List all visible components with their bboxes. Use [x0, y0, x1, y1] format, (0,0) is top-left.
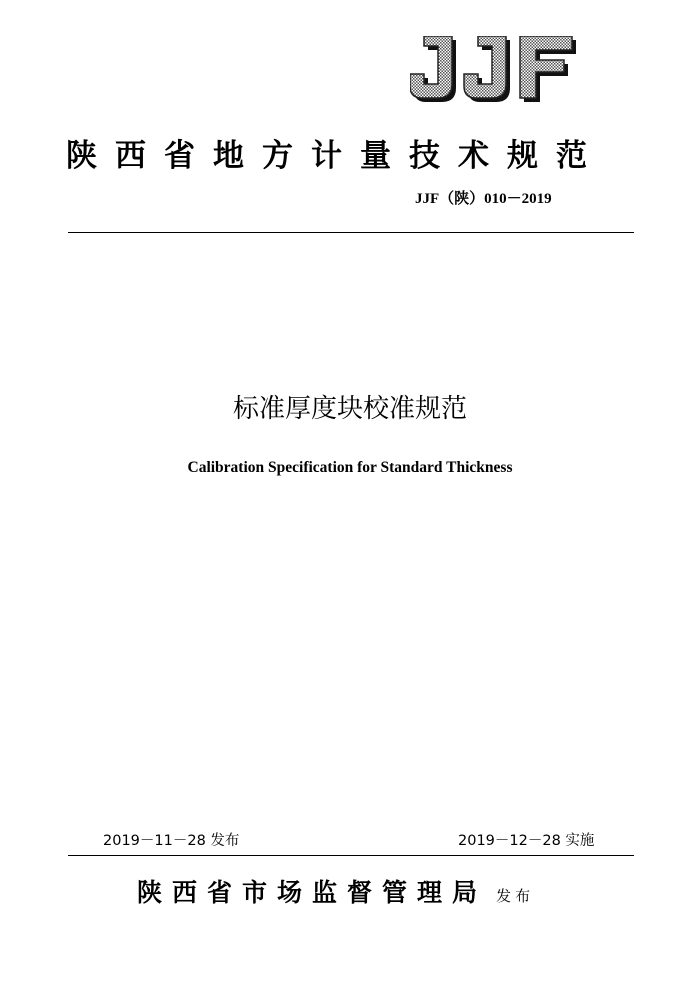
issuer-line [137, 873, 534, 909]
issuer-name: 陕西省市场监督管理局 [137, 878, 488, 907]
jjf-logo [410, 36, 582, 106]
document-title-english: Calibration Specification for Standard Thickness [187, 459, 513, 476]
top-divider [68, 232, 634, 233]
document-title-chinese: 标准厚度块校准规范 [232, 394, 467, 424]
issuer-suffix: 发布 [496, 887, 535, 905]
bottom-divider [68, 855, 634, 856]
document-code: JJF（陕）010－2019 [415, 191, 552, 207]
effective-date: 2019－12－28 实施 [458, 833, 595, 849]
issue-date: 2019－11－28 发布 [103, 833, 240, 849]
org-title: 陕西省地方计量技术规范 [66, 138, 605, 174]
